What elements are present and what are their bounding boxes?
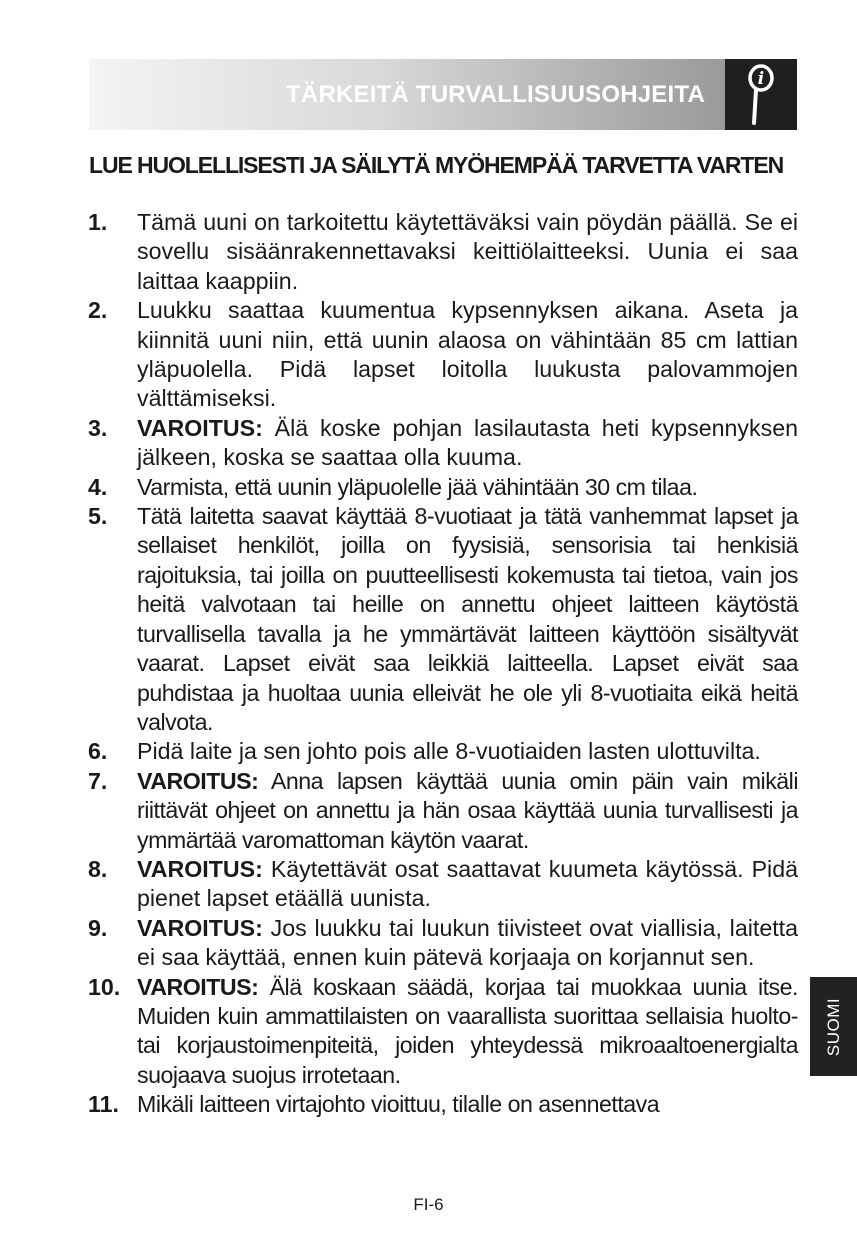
- item-body: Mikäli laitteen virtajohto vioittuu, tilalle on asennettava: [137, 1091, 660, 1118]
- item-body: Pidä laite ja sen johto pois alle 8-vuotiaiden lasten ulottuvilta.: [137, 738, 761, 765]
- list-item: [88, 208, 798, 296]
- item-number: 6.: [88, 738, 108, 765]
- header-title: TÄRKEITÄ TURVALLISUUSOHJEITA: [286, 81, 705, 108]
- item-text: [137, 208, 798, 296]
- list-item: [88, 414, 798, 473]
- list-item: [88, 855, 798, 914]
- item-body: Anna lapsen käyttää uunia omin päin vain mikäli riittävät ohjeet on annettu ja hän osaa käyttää uunia turvallisesti ja ymmärtää varomattoman käytön vaarat.: [137, 767, 798, 853]
- page-number: FI-6: [413, 1195, 444, 1214]
- item-body: Tätä laitetta saavat käyttää 8-vuotiaat ja tätä vanhemmat lapset ja sellaiset henkilöt, joilla on fyysisiä, sensorisia tai henkisiä rajoituksia, tai joilla on puutteellisesti kokemusta tai tietoa, vain jos heitä valvotaan tai heille on annettu ohjeet laitteen käytöstä turvallisella tavalla ja he ymmärtävät laitteen käyttöön sisältyvät vaarat. Lapset eivät saa leikkiä laitteella. Lapset eivät saa puhdistaa ja huoltaa uunia elleivät he ole yli 8-vuotiaita eikä heitä valvota.: [137, 503, 798, 735]
- list-item: [88, 296, 798, 414]
- item-text: [137, 737, 798, 766]
- item-text: [137, 914, 798, 973]
- item-body: Älä koskaan säädä, korjaa tai muokkaa uunia itse. Muiden kuin ammattilaisten on vaarallista suorittaa sellaisia huolto- tai korjaustoimenpiteitä, joiden yhteydessä mikroaaltoenergialta suojaava suojus irrotetaan.: [137, 973, 798, 1088]
- list-item: [88, 502, 798, 737]
- item-body: Varmista, että uunin yläpuolelle jää vähintään 30 cm tilaa.: [137, 473, 698, 500]
- item-text: [137, 1090, 798, 1119]
- instruction-list: [88, 208, 798, 1120]
- item-text: [137, 855, 798, 914]
- list-item: [88, 973, 798, 1091]
- item-text: [137, 296, 798, 414]
- item-number: 4.: [88, 473, 108, 500]
- header-icon-box: [725, 59, 797, 130]
- item-body: Jos luukku tai luukun tiivisteet ovat viallisia, laitetta ei saa käyttää, ennen kuin pätevä korjaaja on korjannut sen.: [137, 914, 798, 971]
- item-body: Käytettävät osat saattavat kuumeta käytössä. Pidä pienet lapset etäällä uunista.: [137, 855, 798, 912]
- item-text: [137, 473, 798, 502]
- item-number: 8.: [88, 855, 108, 882]
- header-bar: [89, 59, 725, 130]
- warning-label: VAROITUS:: [137, 414, 263, 441]
- item-number: 3.: [88, 414, 108, 441]
- item-body: Luukku saattaa kuumentua kypsennyksen aikana. Aseta ja kiinnitä uuni niin, että uunin alaosa on vähintään 85 cm lattian yläpuolella. Pidä lapset loitolla luukusta palovammojen välttämiseksi.: [137, 297, 798, 412]
- item-number: 10.: [88, 973, 121, 1000]
- list-item: [88, 914, 798, 973]
- item-number: 2.: [88, 297, 108, 324]
- item-number: 7.: [88, 767, 108, 794]
- item-text: [137, 767, 798, 855]
- item-number: 5.: [88, 503, 108, 530]
- item-number: 11.: [88, 1091, 119, 1118]
- information-icon: [743, 63, 779, 127]
- warning-label: VAROITUS:: [137, 914, 263, 941]
- language-label: SUOMI: [823, 997, 843, 1056]
- list-item: [88, 737, 798, 766]
- list-item: [88, 473, 798, 502]
- warning-label: VAROITUS:: [137, 973, 259, 1000]
- subheading: LUE HUOLELLISESTI JA SÄILYTÄ MYÖHEMPÄÄ TARVETTA VARTEN: [89, 152, 784, 178]
- warning-label: VAROITUS:: [137, 855, 263, 882]
- language-tab: [810, 977, 857, 1076]
- item-text: [137, 414, 798, 473]
- list-item: [88, 1090, 798, 1119]
- item-number: 9.: [88, 914, 108, 941]
- item-body: Älä koske pohjan lasilautasta heti kypsennyksen jälkeen, koska se saattaa olla kuuma.: [137, 414, 798, 471]
- item-text: [137, 973, 798, 1091]
- svg-text:i: i: [757, 69, 765, 89]
- item-text: [137, 502, 798, 737]
- item-number: 1.: [88, 209, 108, 235]
- item-body: Tämä uuni on tarkoitettu käytettäväksi vain pöydän päällä. Se ei sovellu sisäänrakennettavaksi keittiölaitteeksi. Uunia ei saa laittaa kaappiin.: [137, 209, 798, 294]
- warning-label: VAROITUS:: [137, 767, 259, 794]
- list-item: [88, 767, 798, 855]
